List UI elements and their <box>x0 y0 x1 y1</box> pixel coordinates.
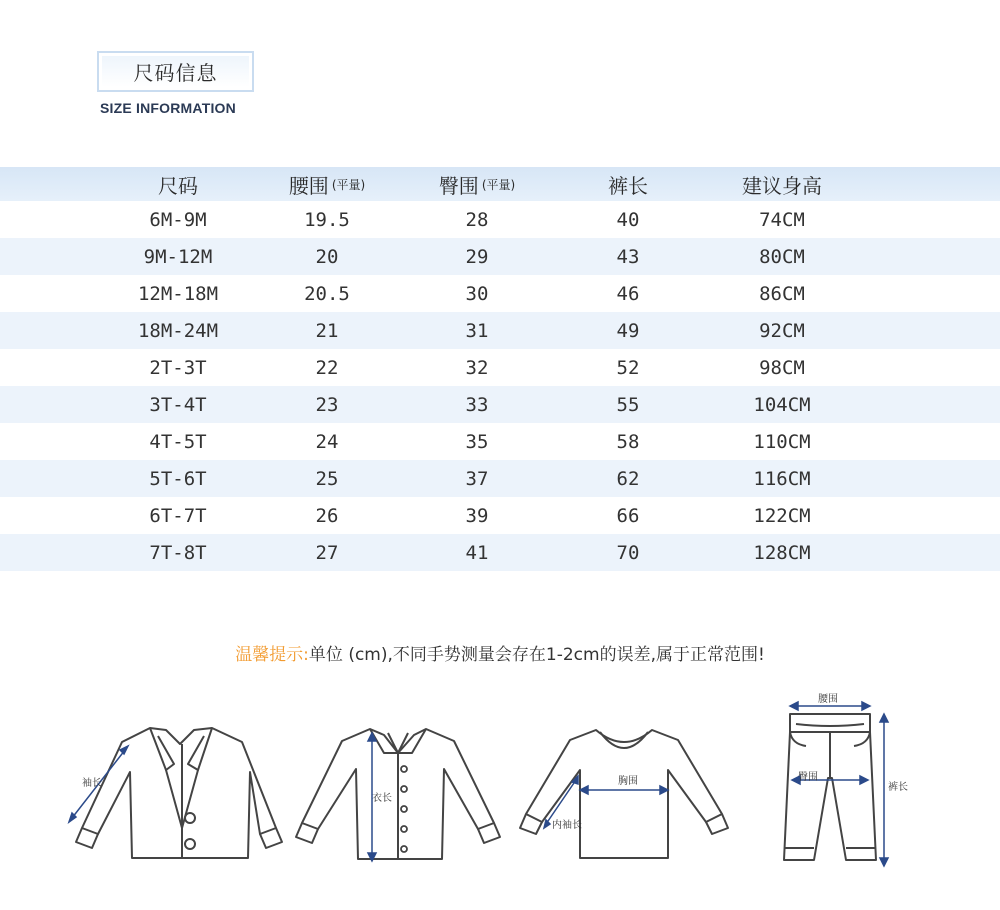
cell-pants-length: 70 <box>616 541 640 564</box>
cell-height: 104CM <box>753 393 811 416</box>
table-row <box>0 275 1000 312</box>
table-row <box>0 201 1000 238</box>
table-row <box>0 460 1000 497</box>
cell-size: 18M-24M <box>137 319 219 342</box>
cell-pants-length: 55 <box>616 393 640 416</box>
cell-pants-length: 43 <box>616 245 640 268</box>
column-header-size: 尺码 <box>158 173 198 198</box>
cell-hip: 30 <box>465 282 489 305</box>
cell-waist: 25 <box>315 467 339 490</box>
sweater-chest-diagram <box>516 724 731 864</box>
column-header-waist: 腰围 (平量) <box>288 173 366 198</box>
cell-hip: 37 <box>465 467 489 490</box>
hip-label: 臀围 <box>798 772 818 783</box>
page-title: 尺码信息 <box>133 61 218 85</box>
sleeve-length-label: 袖长 <box>82 778 102 789</box>
cell-waist: 22 <box>315 356 339 379</box>
table-row <box>0 349 1000 386</box>
cell-size: 7T-8T <box>149 541 207 564</box>
measurement-tip <box>0 640 1000 665</box>
cell-waist: 20 <box>315 245 339 268</box>
tip-text: 单位 (cm),不同手势测量会存在1-2cm的误差,属于正常范围! <box>308 645 765 665</box>
cell-height: 80CM <box>759 245 805 268</box>
cell-pants-length: 66 <box>616 504 640 527</box>
cell-waist: 24 <box>315 430 339 453</box>
column-header-pants-length: 裤长 <box>608 173 648 198</box>
column-header-height: 建议身高 <box>742 173 822 198</box>
cell-hip: 29 <box>465 245 489 268</box>
cell-hip: 33 <box>465 393 489 416</box>
cell-size: 2T-3T <box>149 356 207 379</box>
cell-height: 74CM <box>759 208 805 231</box>
cell-height: 110CM <box>753 430 811 453</box>
cell-pants-length: 40 <box>616 208 640 231</box>
table-row <box>0 534 1000 571</box>
cell-height: 122CM <box>753 504 811 527</box>
cell-height: 116CM <box>753 467 811 490</box>
cell-pants-length: 52 <box>616 356 640 379</box>
cell-height: 98CM <box>759 356 805 379</box>
table-header-row <box>0 167 1000 201</box>
chest-label: 胸围 <box>618 776 638 787</box>
table-row <box>0 423 1000 460</box>
cell-waist: 27 <box>315 541 339 564</box>
blazer-sleeve-diagram <box>62 718 287 868</box>
cell-height: 86CM <box>759 282 805 305</box>
cell-hip: 28 <box>465 208 489 231</box>
cell-hip: 31 <box>465 319 489 342</box>
cell-pants-length: 62 <box>616 467 640 490</box>
cell-height: 128CM <box>753 541 811 564</box>
cell-size: 4T-5T <box>149 430 207 453</box>
waist-label: 腰围 <box>818 694 838 705</box>
cell-waist: 23 <box>315 393 339 416</box>
cell-height: 92CM <box>759 319 805 342</box>
title-badge <box>97 51 254 92</box>
cell-hip: 32 <box>465 356 489 379</box>
table-row <box>0 312 1000 349</box>
cell-waist: 21 <box>315 319 339 342</box>
cell-hip: 39 <box>465 504 489 527</box>
cell-size: 5T-6T <box>149 467 207 490</box>
cell-hip: 35 <box>465 430 489 453</box>
tip-label: 温馨提示: <box>235 645 309 665</box>
cell-waist: 26 <box>315 504 339 527</box>
table-row <box>0 386 1000 423</box>
size-table <box>0 167 1000 571</box>
shirt-length-diagram <box>292 723 502 868</box>
page-subtitle: SIZE INFORMATION <box>100 100 236 116</box>
cell-size: 6T-7T <box>149 504 207 527</box>
pants-length-label: 裤长 <box>888 782 908 793</box>
cell-size: 6M-9M <box>149 208 207 231</box>
column-header-hip: 臀围 (平量) <box>438 173 516 198</box>
pants-diagram <box>770 694 910 872</box>
cell-size: 3T-4T <box>149 393 207 416</box>
cell-size: 12M-18M <box>137 282 219 305</box>
cell-waist: 19.5 <box>304 208 350 231</box>
cell-pants-length: 58 <box>616 430 640 453</box>
cell-hip: 41 <box>465 541 489 564</box>
cell-pants-length: 49 <box>616 319 640 342</box>
table-row <box>0 497 1000 534</box>
cell-waist: 20.5 <box>304 282 350 305</box>
table-row <box>0 238 1000 275</box>
body-length-label: 衣长 <box>372 793 392 804</box>
cell-pants-length: 46 <box>616 282 640 305</box>
cell-size: 9M-12M <box>143 245 213 268</box>
inner-sleeve-label: 内袖长 <box>552 820 582 831</box>
